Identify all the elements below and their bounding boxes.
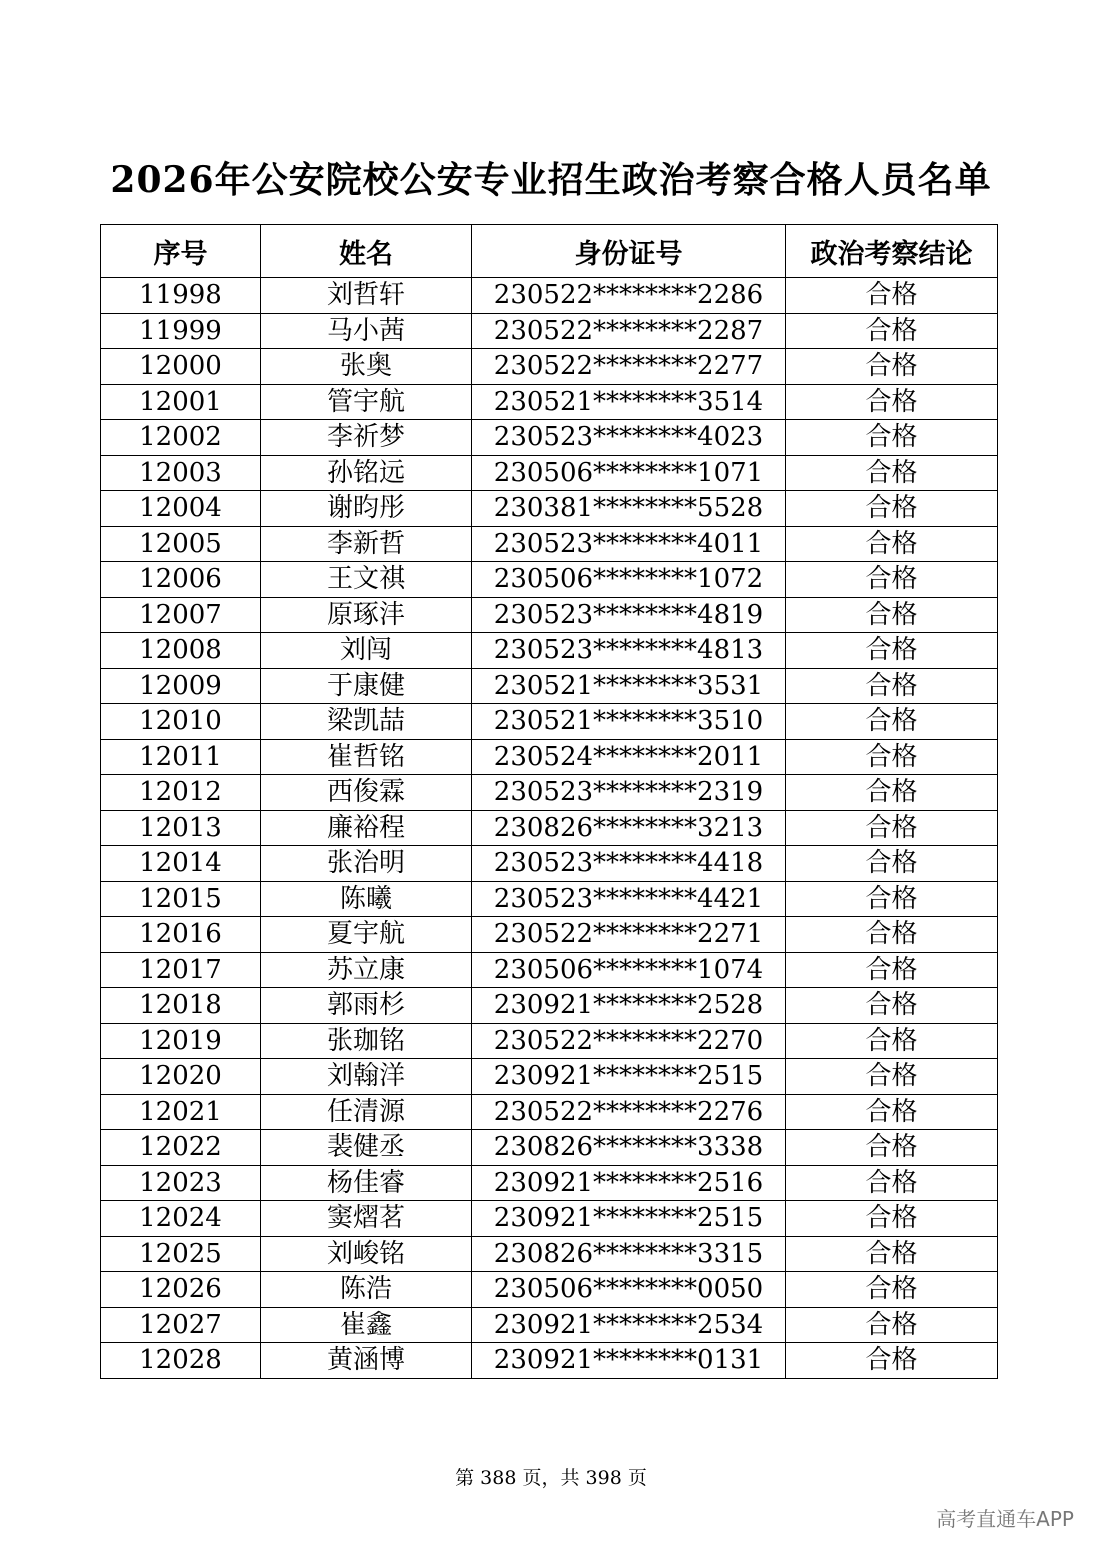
row-conclusion: 合格 — [786, 881, 998, 917]
row-serial: 12017 — [101, 952, 261, 988]
row-name: 郭雨杉 — [261, 988, 472, 1024]
table-row — [101, 846, 998, 882]
row-id-number: 230826********3338 — [472, 1130, 786, 1166]
table-row — [101, 562, 998, 598]
table-row — [101, 1059, 998, 1095]
row-id-number: 230523********4813 — [472, 633, 786, 669]
row-conclusion: 合格 — [786, 739, 998, 775]
row-id-number: 230522********2271 — [472, 917, 786, 953]
row-id-number: 230522********2286 — [472, 278, 786, 314]
row-serial: 12014 — [101, 846, 261, 882]
row-name: 崔哲铭 — [261, 739, 472, 775]
row-name: 杨佳睿 — [261, 1165, 472, 1201]
table-row — [101, 1307, 998, 1343]
table-row — [101, 278, 998, 314]
row-id-number: 230506********0050 — [472, 1272, 786, 1308]
table-row — [101, 313, 998, 349]
table-row — [101, 491, 998, 527]
row-name: 陈曦 — [261, 881, 472, 917]
row-serial: 12006 — [101, 562, 261, 598]
row-serial: 11999 — [101, 313, 261, 349]
row-id-number: 230921********2534 — [472, 1307, 786, 1343]
row-serial: 12001 — [101, 384, 261, 420]
row-id-number: 230921********2515 — [472, 1201, 786, 1237]
row-name: 刘闯 — [261, 633, 472, 669]
row-name: 陈浩 — [261, 1272, 472, 1308]
row-conclusion: 合格 — [786, 420, 998, 456]
row-serial: 12012 — [101, 775, 261, 811]
row-id-number: 230523********4011 — [472, 526, 786, 562]
page-number: 第 388 页，共 398 页 — [455, 1467, 647, 1489]
row-name: 裴健丞 — [261, 1130, 472, 1166]
row-conclusion: 合格 — [786, 988, 998, 1024]
table-row — [101, 739, 998, 775]
app-watermark: 高考直通车APP — [936, 1507, 1074, 1531]
row-conclusion: 合格 — [786, 1165, 998, 1201]
row-name: 夏宇航 — [261, 917, 472, 953]
header-name: 姓名 — [261, 225, 472, 278]
row-conclusion: 合格 — [786, 1343, 998, 1379]
roster-table — [100, 224, 998, 1379]
row-serial: 12016 — [101, 917, 261, 953]
row-conclusion: 合格 — [786, 668, 998, 704]
table-row — [101, 1130, 998, 1166]
row-conclusion: 合格 — [786, 846, 998, 882]
row-id-number: 230523********4819 — [472, 597, 786, 633]
row-serial: 12008 — [101, 633, 261, 669]
row-name: 管宇航 — [261, 384, 472, 420]
row-name: 廉裕程 — [261, 810, 472, 846]
row-id-number: 230521********3514 — [472, 384, 786, 420]
row-conclusion: 合格 — [786, 597, 998, 633]
row-conclusion: 合格 — [786, 775, 998, 811]
row-name: 孙铭远 — [261, 455, 472, 491]
row-conclusion: 合格 — [786, 633, 998, 669]
row-conclusion: 合格 — [786, 810, 998, 846]
row-conclusion: 合格 — [786, 1094, 998, 1130]
row-conclusion: 合格 — [786, 1307, 998, 1343]
row-id-number: 230523********2319 — [472, 775, 786, 811]
row-serial: 12024 — [101, 1201, 261, 1237]
row-conclusion: 合格 — [786, 313, 998, 349]
row-conclusion: 合格 — [786, 491, 998, 527]
row-name: 窦熠茗 — [261, 1201, 472, 1237]
row-name: 任清源 — [261, 1094, 472, 1130]
row-id-number: 230523********4421 — [472, 881, 786, 917]
row-id-number: 230522********2270 — [472, 1023, 786, 1059]
row-serial: 12009 — [101, 668, 261, 704]
row-conclusion: 合格 — [786, 952, 998, 988]
row-name: 张珈铭 — [261, 1023, 472, 1059]
row-serial: 12015 — [101, 881, 261, 917]
row-serial: 12018 — [101, 988, 261, 1024]
row-conclusion: 合格 — [786, 1201, 998, 1237]
row-name: 西俊霖 — [261, 775, 472, 811]
row-conclusion: 合格 — [786, 349, 998, 385]
table-row — [101, 1201, 998, 1237]
table-row — [101, 526, 998, 562]
row-conclusion: 合格 — [786, 1236, 998, 1272]
row-id-number: 230826********3315 — [472, 1236, 786, 1272]
table-row — [101, 384, 998, 420]
row-conclusion: 合格 — [786, 278, 998, 314]
row-name: 张奥 — [261, 349, 472, 385]
row-id-number: 230524********2011 — [472, 739, 786, 775]
row-name: 刘峻铭 — [261, 1236, 472, 1272]
table-header-row — [101, 225, 998, 278]
row-id-number: 230921********2515 — [472, 1059, 786, 1095]
row-conclusion: 合格 — [786, 384, 998, 420]
row-name: 刘翰洋 — [261, 1059, 472, 1095]
row-serial: 12021 — [101, 1094, 261, 1130]
row-name: 梁凯喆 — [261, 704, 472, 740]
table-row — [101, 988, 998, 1024]
table-row — [101, 420, 998, 456]
row-serial: 12007 — [101, 597, 261, 633]
row-id-number: 230381********5528 — [472, 491, 786, 527]
table-row — [101, 881, 998, 917]
row-serial: 12013 — [101, 810, 261, 846]
row-id-number: 230522********2277 — [472, 349, 786, 385]
row-id-number: 230826********3213 — [472, 810, 786, 846]
row-serial: 12020 — [101, 1059, 261, 1095]
table-row — [101, 1343, 998, 1379]
row-serial: 11998 — [101, 278, 261, 314]
row-conclusion: 合格 — [786, 1059, 998, 1095]
row-name: 李祈梦 — [261, 420, 472, 456]
table-row — [101, 597, 998, 633]
row-serial: 12026 — [101, 1272, 261, 1308]
row-conclusion: 合格 — [786, 455, 998, 491]
table-row — [101, 1165, 998, 1201]
row-conclusion: 合格 — [786, 704, 998, 740]
row-serial: 12022 — [101, 1130, 261, 1166]
row-name: 王文祺 — [261, 562, 472, 598]
row-name: 李新哲 — [261, 526, 472, 562]
row-serial: 12005 — [101, 526, 261, 562]
table-row — [101, 349, 998, 385]
row-id-number: 230921********0131 — [472, 1343, 786, 1379]
header-conclusion: 政治考察结论 — [786, 225, 998, 278]
row-serial: 12000 — [101, 349, 261, 385]
row-serial: 12002 — [101, 420, 261, 456]
row-name: 于康健 — [261, 668, 472, 704]
row-serial: 12023 — [101, 1165, 261, 1201]
row-id-number: 230521********3510 — [472, 704, 786, 740]
row-serial: 12027 — [101, 1307, 261, 1343]
row-id-number: 230921********2528 — [472, 988, 786, 1024]
row-name: 刘哲轩 — [261, 278, 472, 314]
row-conclusion: 合格 — [786, 526, 998, 562]
table-row — [101, 455, 998, 491]
row-conclusion: 合格 — [786, 917, 998, 953]
table-row — [101, 668, 998, 704]
row-id-number: 230506********1074 — [472, 952, 786, 988]
row-name: 苏立康 — [261, 952, 472, 988]
row-conclusion: 合格 — [786, 1130, 998, 1166]
row-conclusion: 合格 — [786, 562, 998, 598]
row-serial: 12025 — [101, 1236, 261, 1272]
row-serial: 12019 — [101, 1023, 261, 1059]
row-id-number: 230523********4023 — [472, 420, 786, 456]
row-name: 黄涵博 — [261, 1343, 472, 1379]
row-name: 张治明 — [261, 846, 472, 882]
document-title: 2026年公安院校公安专业招生政治考察合格人员名单 — [110, 159, 992, 201]
table-row — [101, 775, 998, 811]
row-serial: 12010 — [101, 704, 261, 740]
row-name: 谢昀彤 — [261, 491, 472, 527]
table-row — [101, 704, 998, 740]
row-id-number: 230522********2287 — [472, 313, 786, 349]
row-id-number: 230921********2516 — [472, 1165, 786, 1201]
row-name: 原琢沣 — [261, 597, 472, 633]
header-serial: 序号 — [101, 225, 261, 278]
row-serial: 12011 — [101, 739, 261, 775]
row-conclusion: 合格 — [786, 1272, 998, 1308]
row-name: 崔鑫 — [261, 1307, 472, 1343]
table-row — [101, 810, 998, 846]
row-serial: 12004 — [101, 491, 261, 527]
table-row — [101, 952, 998, 988]
table-row — [101, 1272, 998, 1308]
table-row — [101, 1236, 998, 1272]
row-conclusion: 合格 — [786, 1023, 998, 1059]
row-id-number: 230523********4418 — [472, 846, 786, 882]
table-row — [101, 1023, 998, 1059]
header-id-number: 身份证号 — [472, 225, 786, 278]
row-id-number: 230506********1071 — [472, 455, 786, 491]
roster-body — [101, 278, 998, 1379]
table-row — [101, 917, 998, 953]
row-id-number: 230506********1072 — [472, 562, 786, 598]
row-id-number: 230521********3531 — [472, 668, 786, 704]
row-serial: 12028 — [101, 1343, 261, 1379]
row-name: 马小茜 — [261, 313, 472, 349]
table-row — [101, 633, 998, 669]
table-row — [101, 1094, 998, 1130]
row-id-number: 230522********2276 — [472, 1094, 786, 1130]
row-serial: 12003 — [101, 455, 261, 491]
